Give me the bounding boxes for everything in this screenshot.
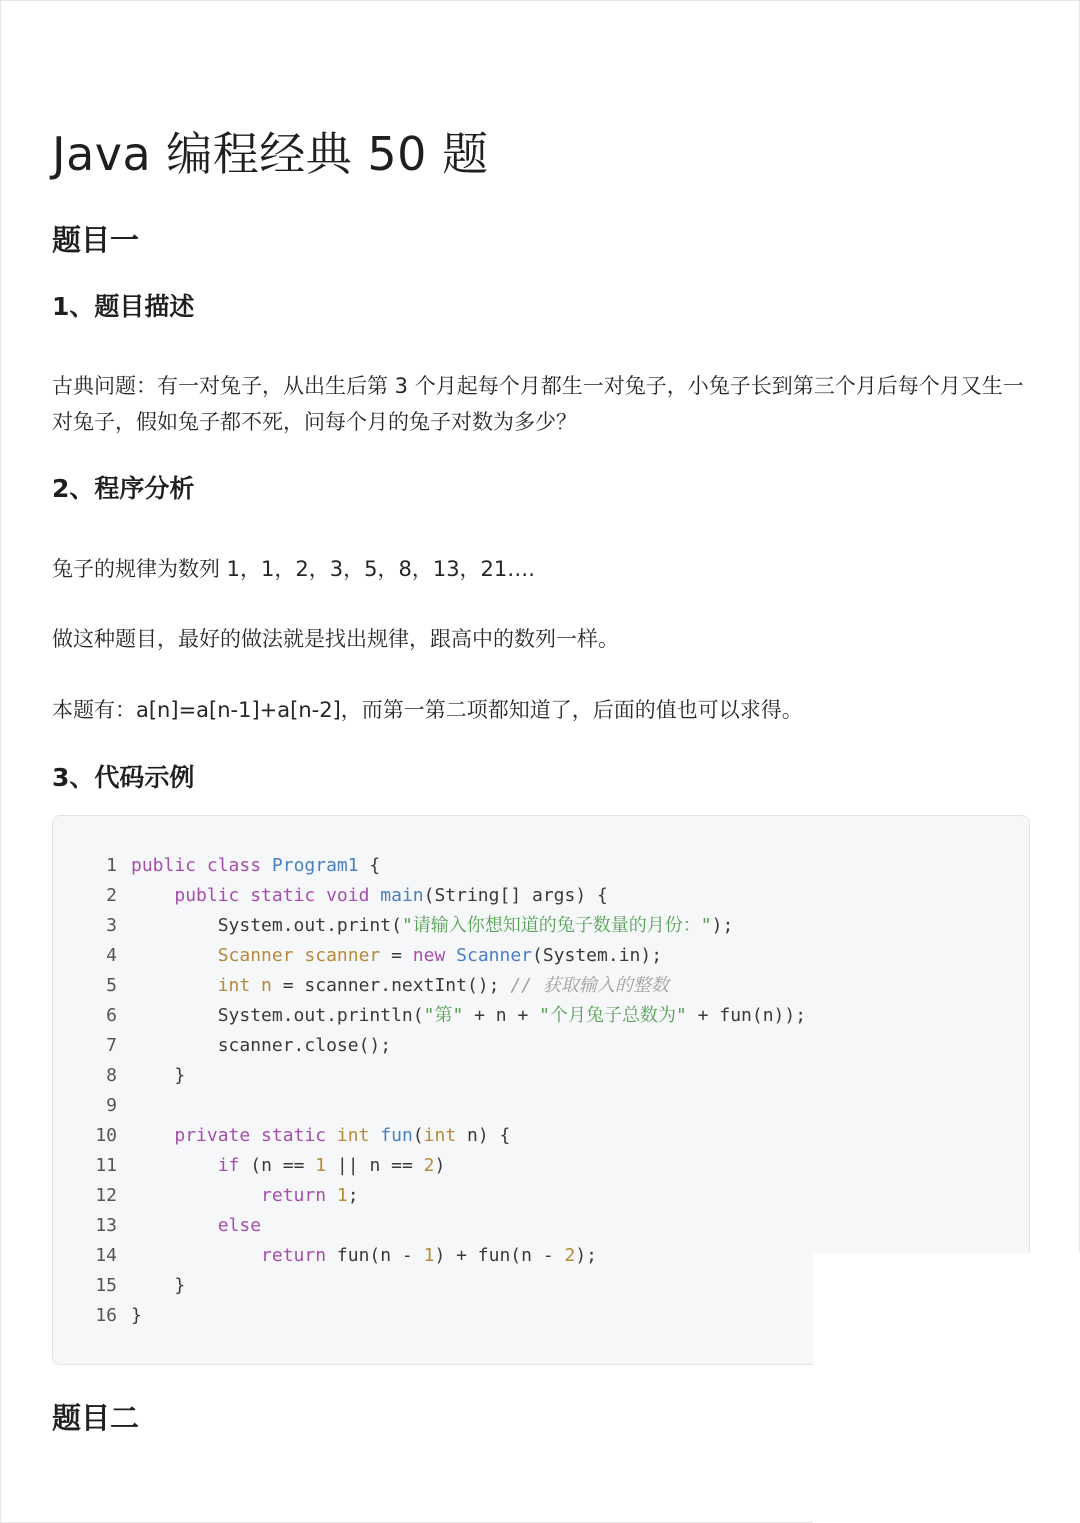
code-token: 1	[336, 1185, 348, 1206]
code-token: (	[412, 1125, 424, 1146]
code-line	[53, 1211, 1029, 1241]
code-token	[131, 885, 174, 906]
code-token: (String[] args) {	[423, 885, 608, 906]
code-token: Program1	[271, 855, 359, 876]
code-token: );	[575, 1245, 598, 1266]
code-token: (System.in);	[532, 945, 663, 966]
line-number: 5	[106, 975, 117, 996]
code-token: + n +	[463, 1005, 540, 1026]
code-token: = scanner.nextInt();	[271, 975, 511, 996]
blank-overlay	[813, 1253, 1080, 1523]
code-token: 1	[315, 1155, 327, 1176]
code-token: );	[711, 915, 734, 936]
code-token: scanner.close();	[131, 1035, 392, 1056]
code-token: =	[380, 945, 413, 966]
code-token: else	[217, 1215, 262, 1236]
code-line	[53, 1001, 1029, 1031]
code-token: "第"	[423, 1005, 464, 1026]
code-token: fun(n -	[336, 1245, 424, 1266]
code-token: 1	[423, 1245, 435, 1266]
line-number: 12	[95, 1185, 117, 1206]
code-line	[53, 911, 1029, 941]
line-number: 4	[106, 945, 117, 966]
code-line	[53, 851, 1029, 881]
code-line	[53, 1061, 1029, 1091]
problem-1-heading: 题目一	[52, 223, 140, 257]
code-line	[53, 1181, 1029, 1211]
code-token: ;	[347, 1185, 359, 1206]
code-token: 2	[423, 1155, 435, 1176]
line-number: 10	[95, 1125, 117, 1146]
code-token: n) {	[456, 1125, 511, 1146]
code-token: 2	[564, 1245, 576, 1266]
line-number: 3	[106, 915, 117, 936]
page-title: Java 编程经典 50 题	[52, 127, 489, 181]
code-token: if	[217, 1155, 240, 1176]
code-token: public static void	[174, 885, 381, 906]
code-token: return	[261, 1185, 337, 1206]
code-line	[53, 971, 1029, 1001]
code-token: int n	[217, 975, 272, 996]
code-token: Scanner	[456, 945, 532, 966]
code-token: System.out.print(	[131, 915, 402, 936]
code-token	[131, 1215, 218, 1236]
code-token	[131, 975, 218, 996]
code-token: private static	[174, 1125, 337, 1146]
problem-description: 古典问题：有一对兔子，从出生后第 3 个月起每个月都生一对兔子，小兔子长到第三个月后每个月又生一对兔子，假如兔子都不死，问每个月的兔子对数为多少？	[52, 374, 1024, 434]
code-token: + fun(n));	[686, 1005, 807, 1026]
code-token: Scanner scanner	[217, 945, 381, 966]
line-number: 1	[106, 855, 117, 876]
code-line	[53, 1031, 1029, 1061]
line-number: 16	[95, 1305, 117, 1326]
problem-2-heading: 题目二	[52, 1401, 140, 1435]
code-token	[131, 945, 218, 966]
code-token	[131, 1125, 174, 1146]
code-token: {	[358, 855, 381, 876]
code-token: int	[336, 1125, 381, 1146]
line-number: 15	[95, 1275, 117, 1296]
code-token: )	[434, 1155, 446, 1176]
code-token: }	[131, 1275, 186, 1296]
code-token: new	[412, 945, 457, 966]
line-number: 6	[106, 1005, 117, 1026]
line-number: 13	[95, 1215, 117, 1236]
code-token: main	[380, 885, 424, 906]
code-line	[53, 941, 1029, 971]
section-analysis-heading: 2、程序分析	[52, 474, 195, 503]
code-token: public class	[131, 855, 272, 876]
line-number: 8	[106, 1065, 117, 1086]
code-token: (n ==	[239, 1155, 316, 1176]
code-token: int	[423, 1125, 457, 1146]
code-token: return	[261, 1245, 337, 1266]
code-token	[131, 1245, 261, 1266]
code-token: }	[131, 1305, 142, 1326]
code-token: || n ==	[326, 1155, 424, 1176]
analysis-paragraph-3: 本题有：a[n]=a[n-1]+a[n-2]，而第一第二项都知道了，后面的值也可以求得。	[52, 698, 803, 722]
analysis-paragraph-1: 兔子的规律为数列 1，1，2，3，5，8，13，21….	[52, 557, 535, 581]
code-line	[53, 881, 1029, 911]
analysis-paragraph-2: 做这种题目，最好的做法就是找出规律，跟高中的数列一样。	[52, 627, 619, 651]
section-description-heading: 1、题目描述	[52, 292, 195, 321]
line-number: 11	[95, 1155, 117, 1176]
code-token: // 获取输入的整数	[510, 975, 669, 996]
code-line	[53, 1091, 1029, 1121]
code-line	[53, 1121, 1029, 1151]
code-line	[53, 1151, 1029, 1181]
code-token: "个月兔子总数为"	[539, 1005, 687, 1026]
code-token: }	[131, 1065, 186, 1086]
line-number: 2	[106, 885, 117, 906]
code-token: "请输入你想知道的兔子数量的月份："	[401, 915, 712, 936]
code-token	[131, 1155, 218, 1176]
code-token	[131, 1185, 261, 1206]
section-code-heading: 3、代码示例	[52, 763, 195, 792]
code-token: fun	[380, 1125, 413, 1146]
line-number: 14	[95, 1245, 117, 1266]
line-number: 7	[106, 1035, 117, 1056]
line-number: 9	[106, 1095, 117, 1116]
code-token: ) + fun(n -	[434, 1245, 565, 1266]
code-token: System.out.println(	[131, 1005, 424, 1026]
